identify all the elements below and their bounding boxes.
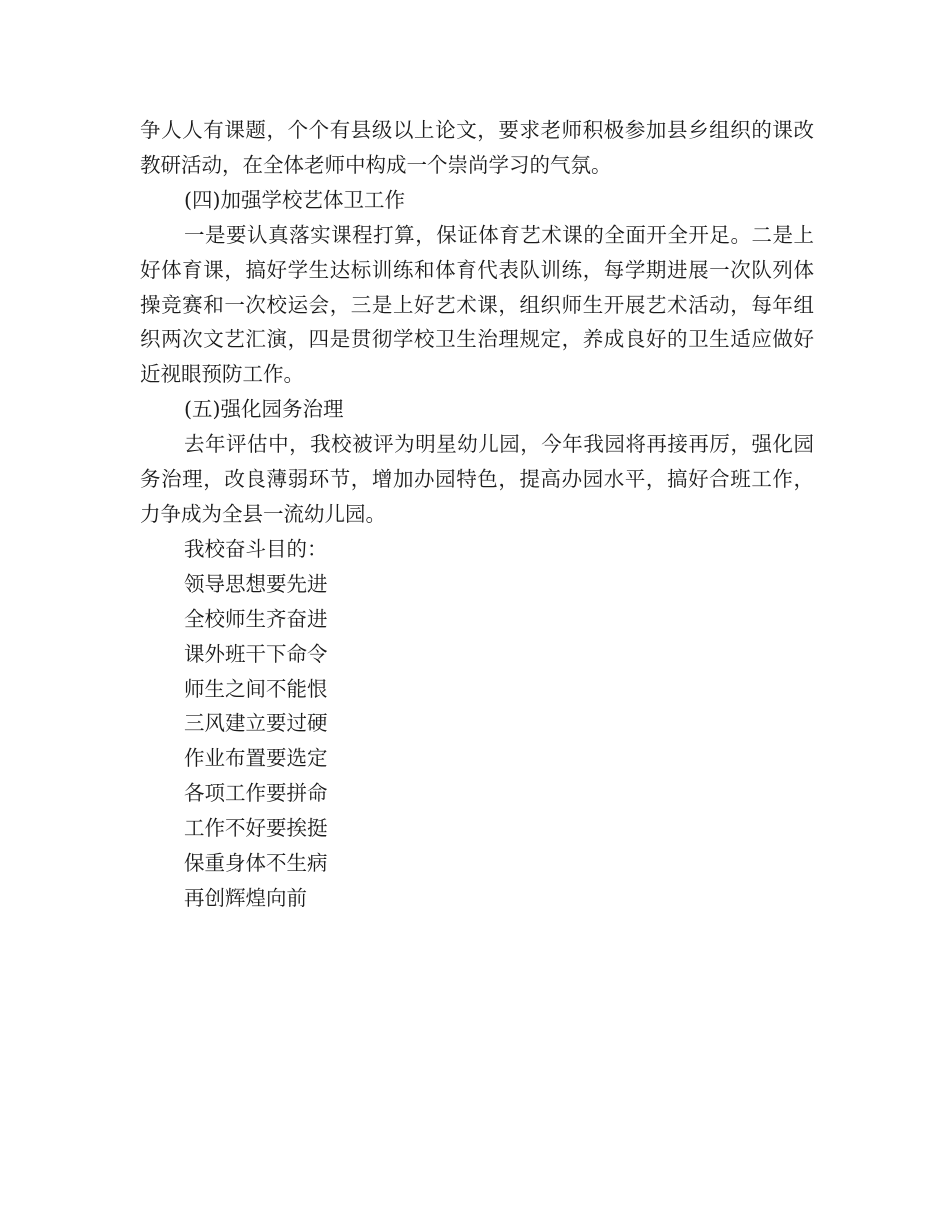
section-heading-5: (五)强化园务治理 bbox=[184, 397, 344, 422]
slogan-line: 保重身体不生病 bbox=[184, 851, 328, 876]
slogan-line: 全校师生齐奋进 bbox=[184, 606, 328, 631]
slogan-line: 作业布置要选定 bbox=[184, 746, 328, 771]
paragraph-arts-sports-health: 一是要认真落实课程打算，保证体育艺术课的全面开全开足。二是上好体育课，搞好学生达标训练和体育代表队训练，每学期进展一次队列体操竞赛和一次校运会，三是上好艺术课，组织师生开展艺术活动，每年组织两次文艺汇演，四是贯彻学校卫生治理规定，养成良好的卫生适应做好近视眼预防工作。 bbox=[140, 222, 814, 387]
slogan-line: 课外班干下命令 bbox=[184, 641, 328, 666]
goal-title: 我校奋斗目的： bbox=[184, 536, 328, 561]
slogan-line: 各项工作要拼命 bbox=[184, 781, 328, 806]
paragraph-continued: 争人人有课题，个个有县级以上论文，要求老师积极参加县乡组织的课改教研活动，在全体老师中构成一个崇尚学习的气氛。 bbox=[140, 118, 814, 177]
slogan-line: 三风建立要过硬 bbox=[184, 711, 328, 736]
section-heading-4: (四)加强学校艺体卫工作 bbox=[184, 187, 405, 212]
slogan-line: 师生之间不能恨 bbox=[184, 676, 328, 701]
slogan-line: 再创辉煌向前 bbox=[184, 885, 307, 910]
slogan-line: 领导思想要先进 bbox=[184, 571, 328, 596]
slogan-line: 工作不好要挨挺 bbox=[184, 816, 328, 841]
paragraph-kindergarten-management: 去年评估中，我校被评为明星幼儿园，今年我园将再接再厉，强化园务治理，改良薄弱环节，增加办园特色，提高办园水平，搞好合班工作，力争成为全县一流幼儿园。 bbox=[140, 432, 814, 526]
document-body bbox=[140, 113, 814, 916]
